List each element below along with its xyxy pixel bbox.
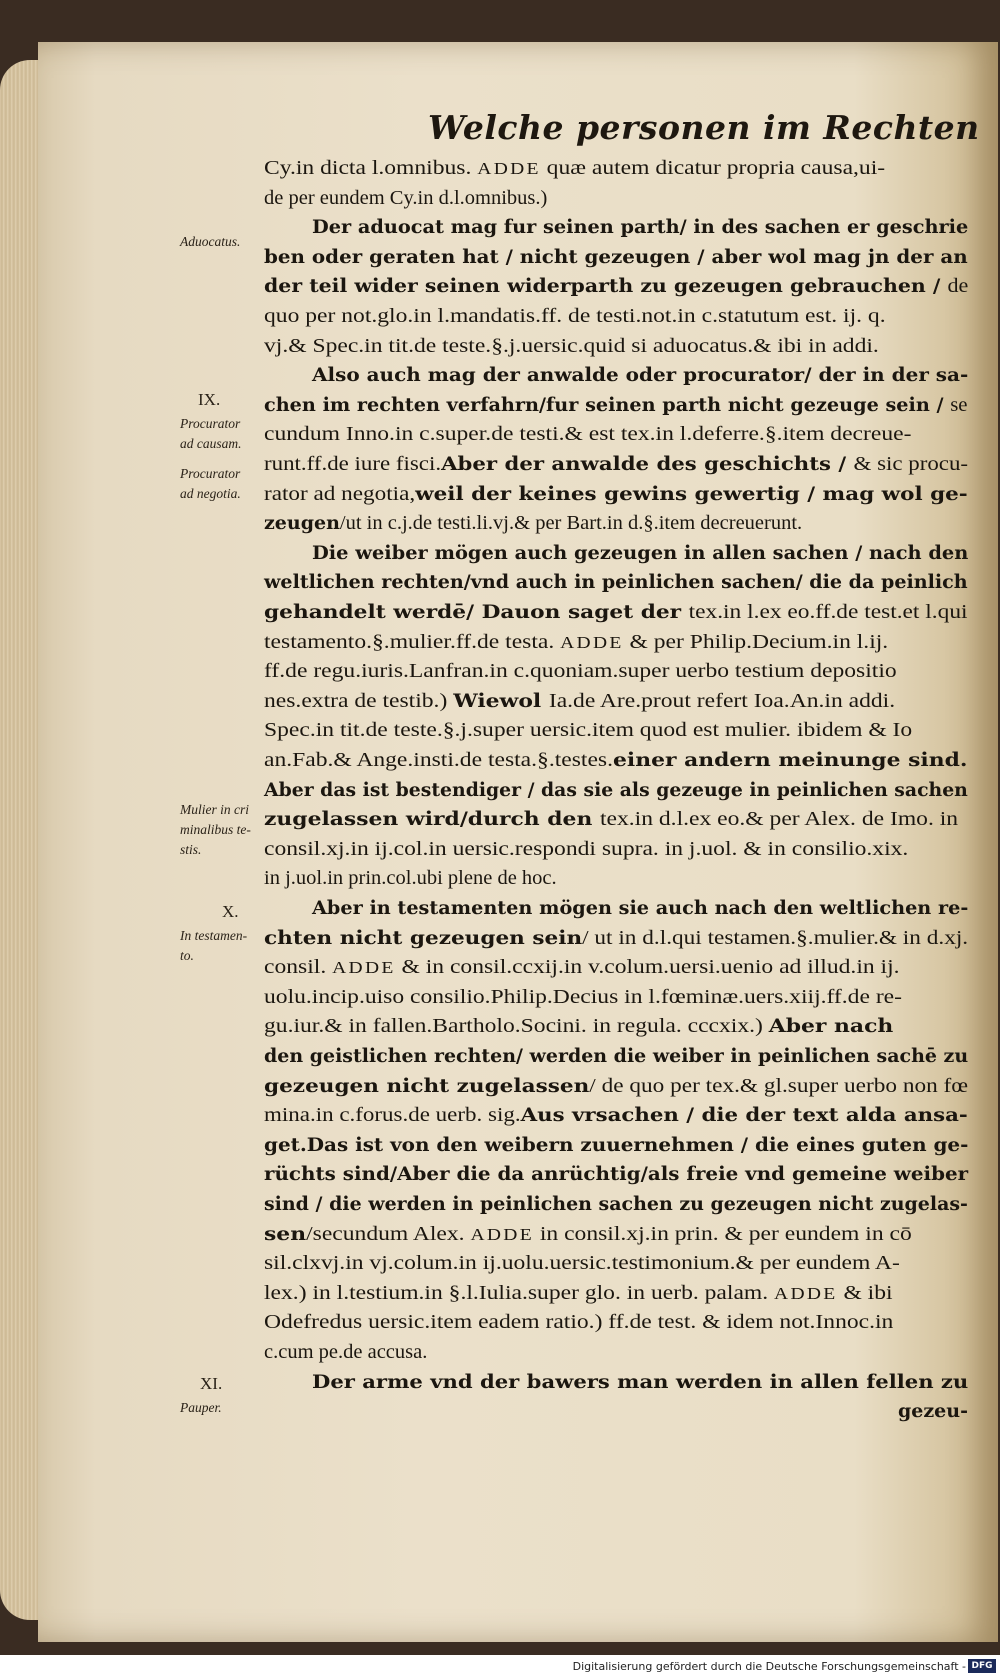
text-line: [264, 1134, 968, 1157]
blackletter-run: der teil wider seinen widerparth zu gezeugen gebrauchen /: [264, 275, 948, 298]
margin-note-procurator-causam-2: ad causam.: [180, 436, 242, 451]
latin-run: de: [947, 275, 969, 298]
adde-mark: ADDE: [774, 1283, 838, 1303]
latin-run: & in consil.ccxij.in v.colum.uersi.uenio ad illud.in ij.: [395, 956, 900, 979]
latin-run: in consil.xj.in prin. & per eundem in cō: [533, 1222, 912, 1245]
latin-run: Spec.in tit.de teste.§.j.super uersic.item quod est mulier. ibidem & Io: [264, 719, 913, 742]
margin-number-xi: XI.: [200, 1374, 223, 1393]
latin-run: gu.iur.& in fallen.Bartholo.Socini. in regula. cccxix.): [264, 1015, 769, 1038]
latin-run: quo per not.glo.in l.mandatis.ff. de testi.not.in c.statutum est. ij. q.: [264, 305, 886, 327]
adde-mark: ADDE: [560, 632, 624, 652]
margin-note-testamento: In testamen-: [180, 928, 248, 943]
text-line: [264, 512, 802, 535]
latin-run: Cy.in dicta l.omnibus.: [264, 157, 478, 179]
latin-run: c.cum pe.de accusa.: [264, 1341, 428, 1363]
blackletter-run: den geistlichen rechten/ werden die weiber in peinlichen sachē zu: [264, 1045, 969, 1067]
blackletter-run: Wiewol: [453, 689, 549, 712]
text-line: [264, 1163, 968, 1186]
blackletter-run: sind / die werden in peinlichen sachen zu gezeugen nicht zugelas-: [264, 1193, 968, 1215]
blackletter-run: Aber der anwalde des geschichts /: [441, 453, 854, 475]
latin-run: /secundum Alex.: [306, 1222, 471, 1245]
latin-run: cundum Inno.in c.super.de testi.& est tex.in l.deferre.§.item decreue-: [264, 423, 912, 446]
dfg-logo: DFG: [968, 1659, 996, 1673]
latin-run: & ibi: [837, 1281, 893, 1304]
latin-run: Ia.de Are.prout refert Ioa.An.in addi.: [548, 689, 896, 712]
blackletter-run: ben oder geraten hat / nicht gezeugen / aber wol mag jn der an: [264, 245, 968, 268]
text-line: [264, 1045, 968, 1068]
text-line: [264, 1252, 900, 1275]
latin-run: consil.xj.in ij.col.in uersic.respondi supra. in j.uol. & in consilio.xix.: [264, 837, 909, 860]
text-line: [264, 690, 895, 713]
text-line: [264, 808, 958, 831]
latin-run: se: [950, 393, 968, 416]
blackletter-run: Aber das ist bestendiger / das sie als gezeuge in peinlichen sachen: [264, 778, 968, 801]
blackletter-run: Aus vrsachen / die der text alda ansa-: [520, 1104, 968, 1127]
text-line: [264, 571, 968, 594]
blackletter-run: get.Das ist von den weibern zuuernehmen / die eines guten ge-: [264, 1133, 969, 1156]
latin-run: & sic procu-: [853, 453, 969, 475]
latin-run: / de quo per tex.& gl.super uerbo non fœ: [589, 1074, 969, 1097]
text-line: [264, 660, 897, 683]
text-line: [264, 275, 968, 298]
latin-run: runt.ff.de iure fisci.: [264, 453, 442, 475]
margin-note-procurator-causam: Procurator: [180, 416, 241, 431]
text-line: [264, 187, 547, 210]
blackletter-run: Der arme vnd der bawers man werden in allen fellen zu: [312, 1370, 969, 1393]
margin-note-advocatus: Aduocatus.: [180, 234, 241, 249]
margin-note-procurator-negotia: Procurator: [180, 466, 241, 481]
footer-bar: [0, 1655, 1000, 1679]
blackletter-run: sen: [264, 1222, 307, 1245]
blackletter-run: rüchts sind/Aber die da anrüchtig/als freie vnd gemeine weiber: [264, 1163, 969, 1186]
latin-run: in j.uol.in prin.col.ubi plene de hoc.: [264, 867, 557, 890]
latin-run: testamento.§.mulier.ff.de testa.: [264, 630, 561, 653]
latin-run: / ut in d.l.qui testamen.§.mulier.& in d.xj.: [582, 926, 969, 949]
text-line: [264, 749, 967, 772]
adde-mark: ADDE: [477, 159, 541, 178]
blackletter-run: gezeu-: [898, 1400, 968, 1423]
blackletter-run: Der aduocat mag fur seinen parth/ in des sachen er geschrie: [312, 216, 969, 239]
blackletter-run: weil der keines gewins gewertig / mag wol ge-: [415, 482, 968, 505]
latin-run: uolu.incip.uiso consilio.Philip.Decius in l.fœminæ.uers.xiij.ff.de re-: [264, 985, 902, 1008]
latin-run: consil.: [264, 956, 333, 979]
latin-run: tex.in d.l.ex eo.& per Alex. de Imo. in: [599, 808, 959, 831]
text-line: [264, 601, 968, 624]
text-line: [264, 394, 967, 417]
text-line: [264, 927, 968, 950]
text-line: [264, 305, 886, 328]
latin-run: vj.& Spec.in tit.de teste.§.j.uersic.quid si aduocatus.& ibi in addi.: [264, 334, 879, 357]
latin-run: nes.extra de testib.): [264, 689, 454, 712]
text-line: [264, 956, 900, 979]
text-line: [264, 838, 908, 861]
margin-note-mulier-2: minalibus te-: [180, 822, 251, 837]
text-line: [264, 1341, 427, 1364]
text-line: [264, 986, 902, 1009]
text-line: [264, 1282, 893, 1305]
margin-number-ix: IX.: [198, 390, 221, 409]
latin-run: & per Philip.Decium.in l.ij.: [623, 630, 889, 653]
latin-run: mina.in c.forus.de uerb. sig.: [264, 1104, 521, 1127]
margin-note-testamento-2: to.: [180, 948, 194, 963]
margin-note-pauper: Pauper.: [180, 1400, 222, 1415]
text-line: [312, 542, 968, 565]
blackletter-run: Also auch mag der anwalde oder procurator/ der in der sa-: [312, 364, 969, 387]
latin-run: Odefredus uersic.item eadem ratio.) ff.de test. & idem not.Innoc.in: [264, 1311, 894, 1334]
latin-run: an.Fab.& Ange.insti.de testa.§.testes.: [264, 749, 613, 771]
blackletter-run: zeugen: [264, 512, 340, 535]
adde-mark: ADDE: [470, 1224, 534, 1244]
latin-run: sil.clxvj.in vj.colum.in ij.uolu.uersic.testimonium.& per eundem A-: [264, 1252, 900, 1275]
latin-run: ff.de regu.iuris.Lanfran.in c.quoniam.super uerbo testium depositio: [264, 660, 897, 683]
text-line: [898, 1400, 968, 1423]
blackletter-run: gehandelt werdē/ Dauon saget der: [264, 601, 689, 623]
margin-note-mulier: Mulier in cri: [180, 802, 249, 817]
blackletter-run: Die weiber mögen auch gezeugen in allen sachen / nach den: [312, 541, 969, 564]
blackletter-run: weltlichen rechten/vnd auch in peinlichen sachen/ die da peinlich: [264, 571, 968, 594]
text-line: [264, 1193, 968, 1216]
text-line: [264, 1223, 912, 1246]
text-line: [312, 897, 968, 920]
latin-run: lex.) in l.testium.in §.l.Iulia.super glo. in uerb. palam.: [264, 1281, 775, 1304]
text-line: [264, 719, 912, 742]
text-line: [264, 1104, 968, 1127]
margin-note-procurator-negotia-2: ad negotia.: [180, 486, 241, 501]
text-line: [312, 364, 968, 387]
text-line: [264, 1311, 893, 1334]
blackletter-run: Aber in testamenten mögen sie auch nach den weltlichen re-: [312, 897, 969, 919]
page-header: Welche personen im Rechten: [428, 108, 980, 147]
text-line: [264, 246, 968, 269]
blackletter-run: einer andern meinunge sind.: [612, 749, 968, 771]
text-line: [264, 1015, 893, 1038]
text-line: [264, 779, 968, 802]
text-line: [264, 867, 557, 890]
blackletter-run: gezeugen nicht zugelassen: [264, 1074, 590, 1097]
adde-mark: ADDE: [332, 958, 396, 978]
text-line: [312, 1371, 968, 1394]
latin-run: quæ autem dicatur propria causa,ui-: [540, 157, 886, 179]
text-line: [264, 1075, 968, 1098]
text-line: [264, 483, 968, 506]
margin-number-x: X.: [222, 902, 239, 921]
latin-run: rator ad negotia,: [264, 482, 416, 505]
blackletter-run: chten nicht gezeugen sein: [264, 926, 583, 949]
blackletter-run: zugelassen wird/durch den: [264, 808, 600, 831]
text-line: [264, 423, 911, 446]
blackletter-run: chen im rechten verfahrn/fur seinen parth nicht gezeuge sein /: [264, 393, 951, 416]
latin-run: /ut in c.j.de testi.li.vj.& per Bart.in d.§.item decreuerunt.: [339, 512, 803, 535]
text-line: [264, 453, 968, 476]
latin-run: de per eundem Cy.in d.l.omnibus.): [264, 186, 548, 209]
text-line: [312, 216, 968, 239]
margin-note-mulier-3: stis.: [180, 842, 202, 857]
blackletter-run: Aber nach: [768, 1015, 894, 1038]
text-line: [264, 631, 888, 654]
text-line: [264, 335, 879, 358]
footer-credit: Digitalisierung gefördert durch die Deutsche Forschungsgemeinschaft -: [572, 1660, 966, 1673]
latin-run: tex.in l.ex eo.ff.de test.et l.qui: [688, 601, 968, 623]
text-line: [264, 157, 885, 180]
